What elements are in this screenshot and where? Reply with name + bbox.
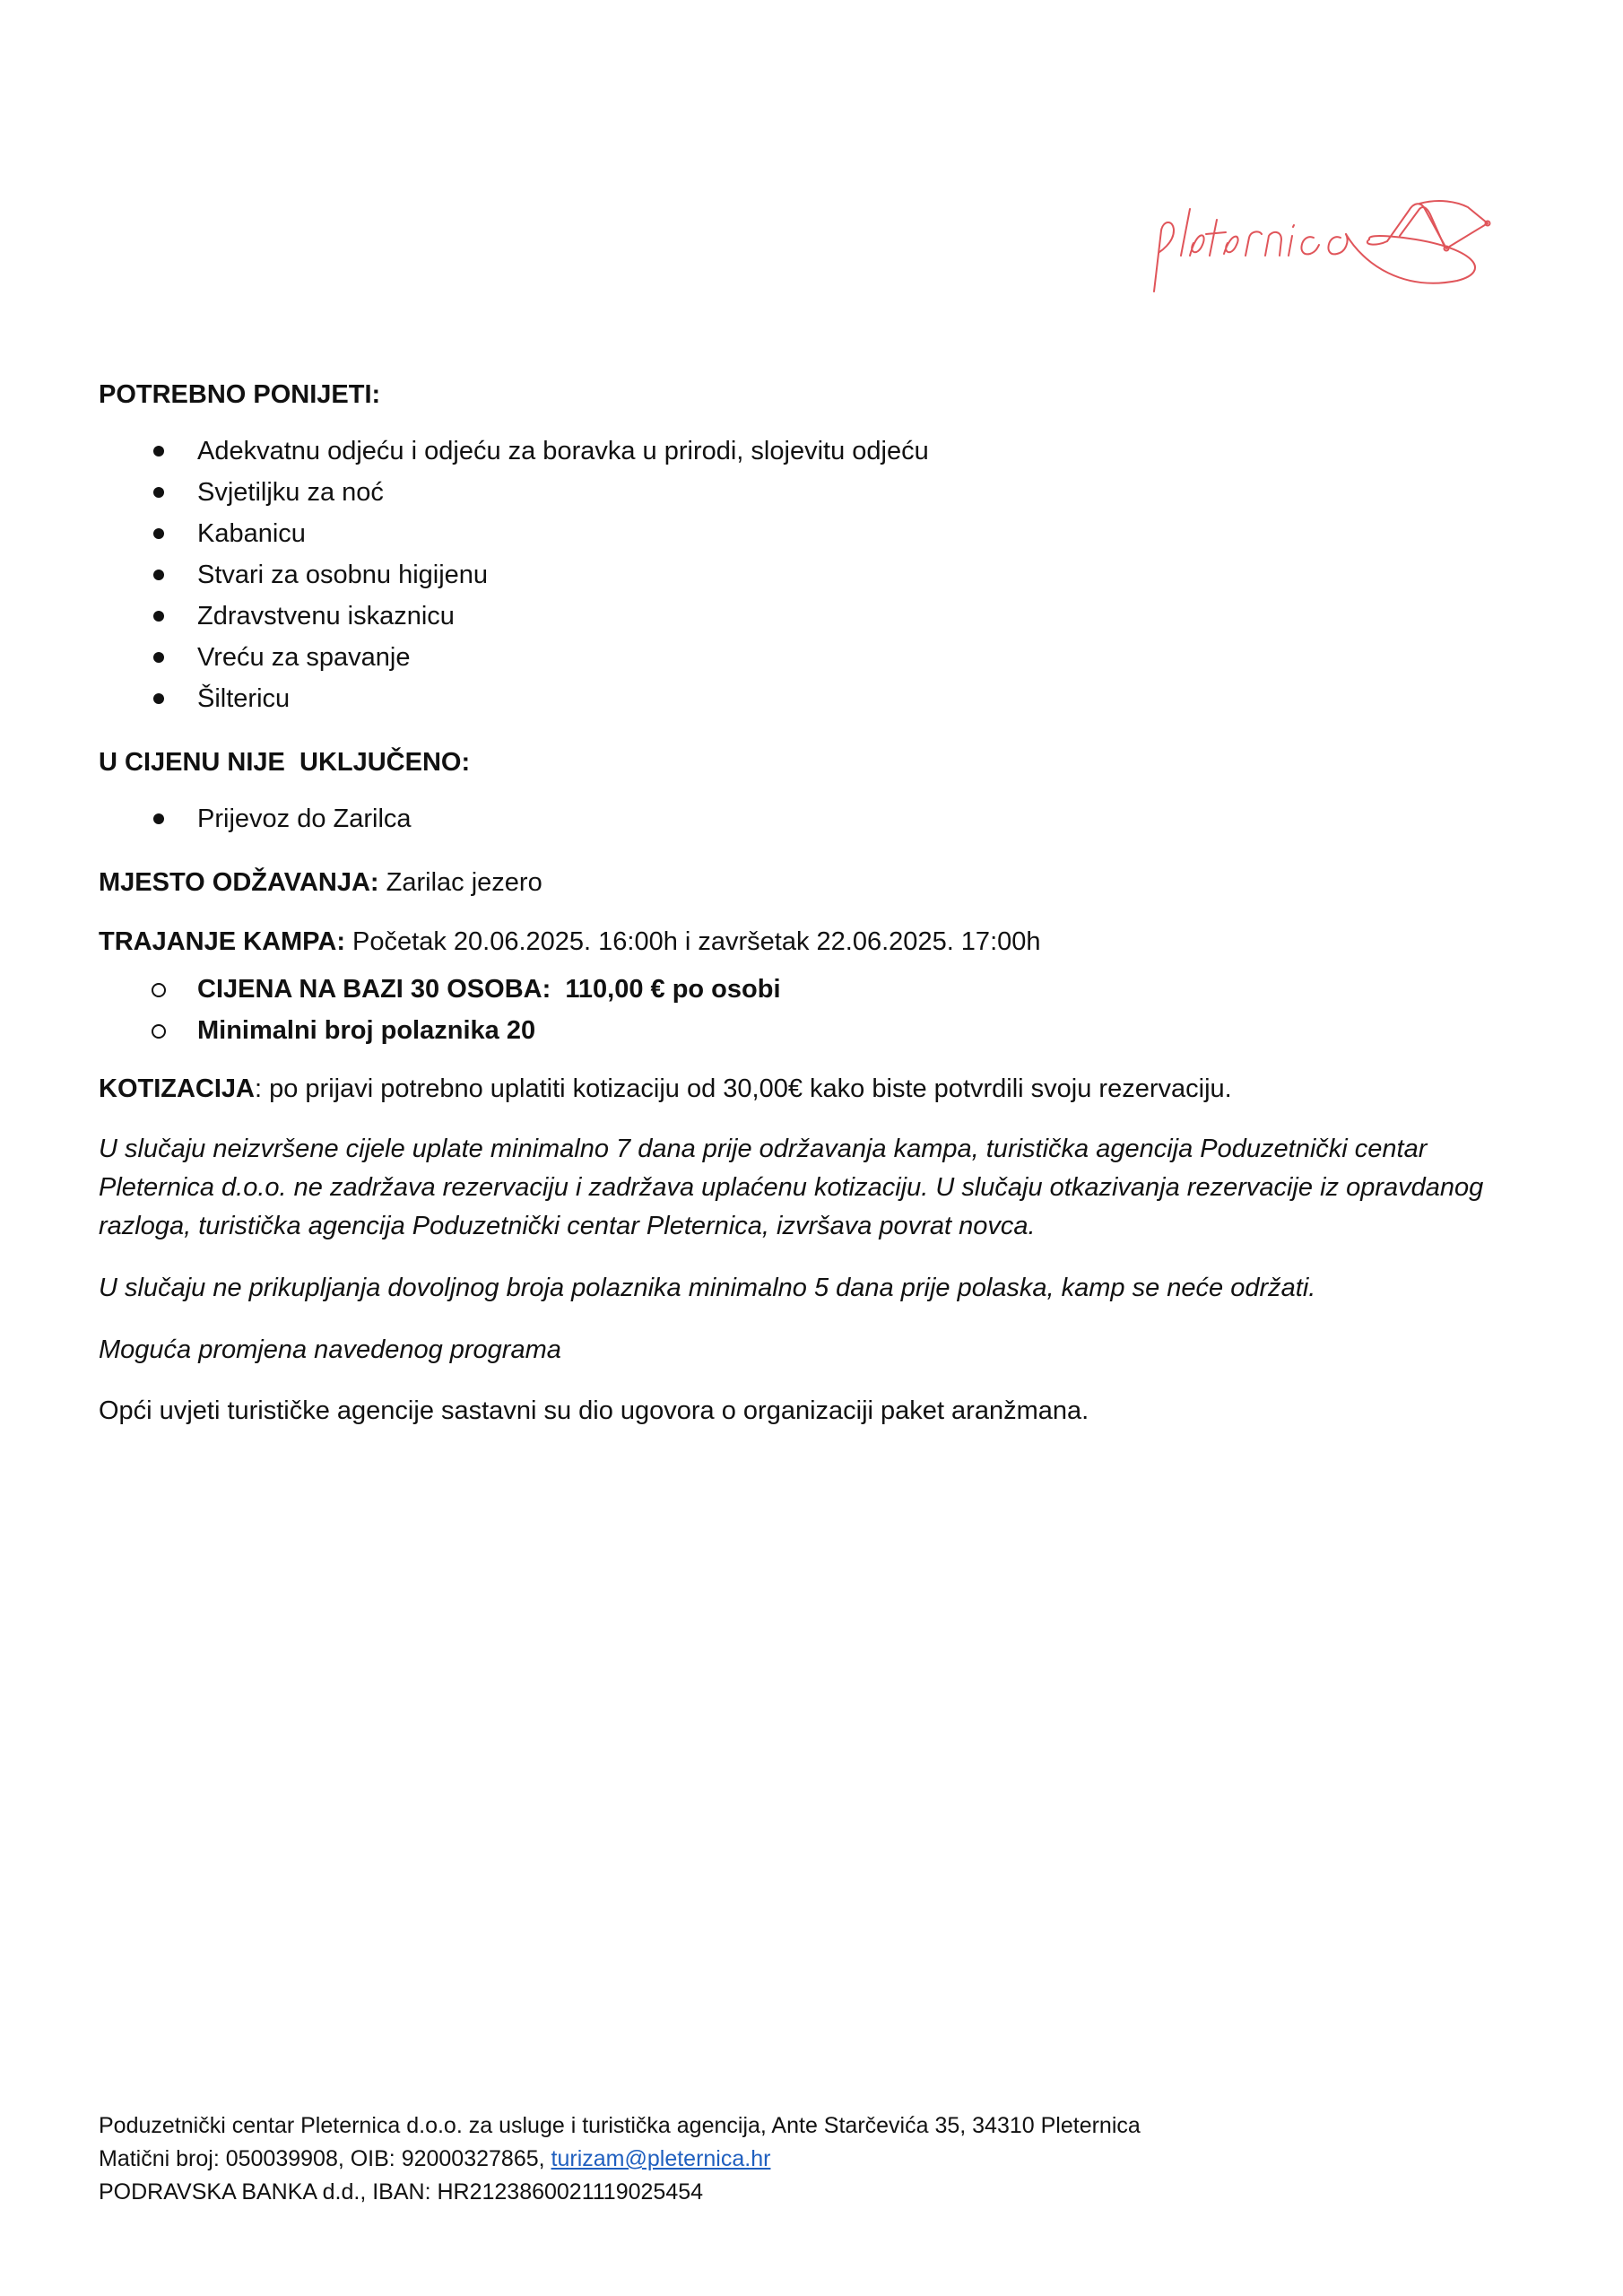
list-item-text: Svjetiljku za noć <box>197 478 384 507</box>
email-link[interactable]: turizam@pleternica.hr <box>551 2146 771 2171</box>
program-change-note: Moguća promjena navedenog programa <box>99 1335 561 1364</box>
list-item <box>99 637 1533 678</box>
bullet-icon <box>153 813 164 824</box>
deposit-label: KOTIZACIJA <box>99 1074 255 1103</box>
price-item <box>99 1010 1533 1051</box>
location-line <box>99 865 1533 900</box>
price-item-text: Minimalni broj polaznika 20 <box>197 1016 536 1045</box>
not-included-list <box>99 798 1533 839</box>
bring-section <box>99 377 1533 719</box>
bullet-icon <box>153 611 164 622</box>
duration-value: Početak 20.06.2025. 16:00h i završetak 22.06.2025. 17:00h <box>344 927 1041 956</box>
bring-heading: POTREBNO PONIJETI: <box>99 380 381 409</box>
duration-line <box>99 924 1533 960</box>
footer-address: Poduzetnički centar Pleternica d.o.o. za usluge i turistička agencija, Ante Starčevića 35, 34310 Pleternica <box>99 2113 1141 2138</box>
cancellation-terms: U slučaju ne prikupljanja dovoljnog broja polaznika minimalno 5 dana prije polaska, kamp se neće održati. <box>99 1274 1316 1302</box>
location-label: MJESTO ODŽAVANJA: <box>99 868 379 897</box>
list-item-text: Adekvatnu odjeću i odjeću za boravka u prirodi, slojevitu odjeću <box>197 437 929 465</box>
duration-label: TRAJANJE KAMPA: <box>99 927 345 956</box>
list-item <box>99 678 1533 719</box>
list-item <box>99 596 1533 637</box>
footer-registration <box>99 2143 1141 2176</box>
logo-tent-icon <box>1134 175 1511 300</box>
list-item <box>99 554 1533 596</box>
price-list <box>99 969 1533 1051</box>
bullet-icon <box>153 446 164 457</box>
list-item <box>99 472 1533 513</box>
circle-bullet-icon <box>152 1024 166 1039</box>
list-item-text: Šiltericu <box>197 684 291 713</box>
list-item <box>99 513 1533 554</box>
document-body <box>99 377 1533 1452</box>
list-item-text: Vreću za spavanje <box>197 643 411 672</box>
general-terms: Opći uvjeti turističke agencije sastavni su dio ugovora o organizaciji paket aranžmana. <box>99 1396 1089 1425</box>
deposit-line <box>99 1071 1533 1107</box>
bullet-icon <box>153 652 164 663</box>
bullet-icon <box>153 528 164 539</box>
not-included-heading: U CIJENU NIJE UKLJUČENO: <box>99 748 471 777</box>
payment-terms: U slučaju neizvršene cijele uplate minimalno 7 dana prije održavanja kampa, turistička agencija Poduzetnički centar Pleternica d.o.o. ne zadržava rezervaciju i zadržava uplaćenu kotizaciju. U slučaju otkazivanja rezervacije iz opravdanog razloga, turistička agencija Poduzetnički centar Pleternica, izvršava povrat novca. <box>99 1135 1484 1240</box>
list-item-text: Kabanicu <box>197 519 306 548</box>
footer-ids: Matični broj: 050039908, OIB: 92000327865, <box>99 2146 551 2171</box>
bullet-icon <box>153 570 164 580</box>
list-item <box>99 430 1533 472</box>
not-included-section <box>99 744 1533 839</box>
bring-list <box>99 430 1533 719</box>
deposit-value: : po prijavi potrebno uplatiti kotizaciju od 30,00€ kako biste potvrdili svoju rezervaciju. <box>255 1074 1232 1103</box>
circle-bullet-icon <box>152 983 166 997</box>
footer <box>99 2109 1141 2209</box>
list-item <box>99 798 1533 839</box>
list-item-text: Stvari za osobnu higijenu <box>197 561 489 589</box>
price-item <box>99 969 1533 1010</box>
list-item-text: Prijevoz do Zarilca <box>197 804 412 833</box>
bullet-icon <box>153 693 164 704</box>
pleternica-logo <box>1134 175 1511 300</box>
bullet-icon <box>153 487 164 498</box>
location-value: Zarilac jezero <box>378 868 542 897</box>
price-item-text: CIJENA NA BAZI 30 OSOBA: 110,00 € po osobi <box>197 975 781 1004</box>
footer-bank: PODRAVSKA BANKA d.d., IBAN: HR2123860021119025454 <box>99 2179 704 2205</box>
list-item-text: Zdravstvenu iskaznicu <box>197 602 455 631</box>
